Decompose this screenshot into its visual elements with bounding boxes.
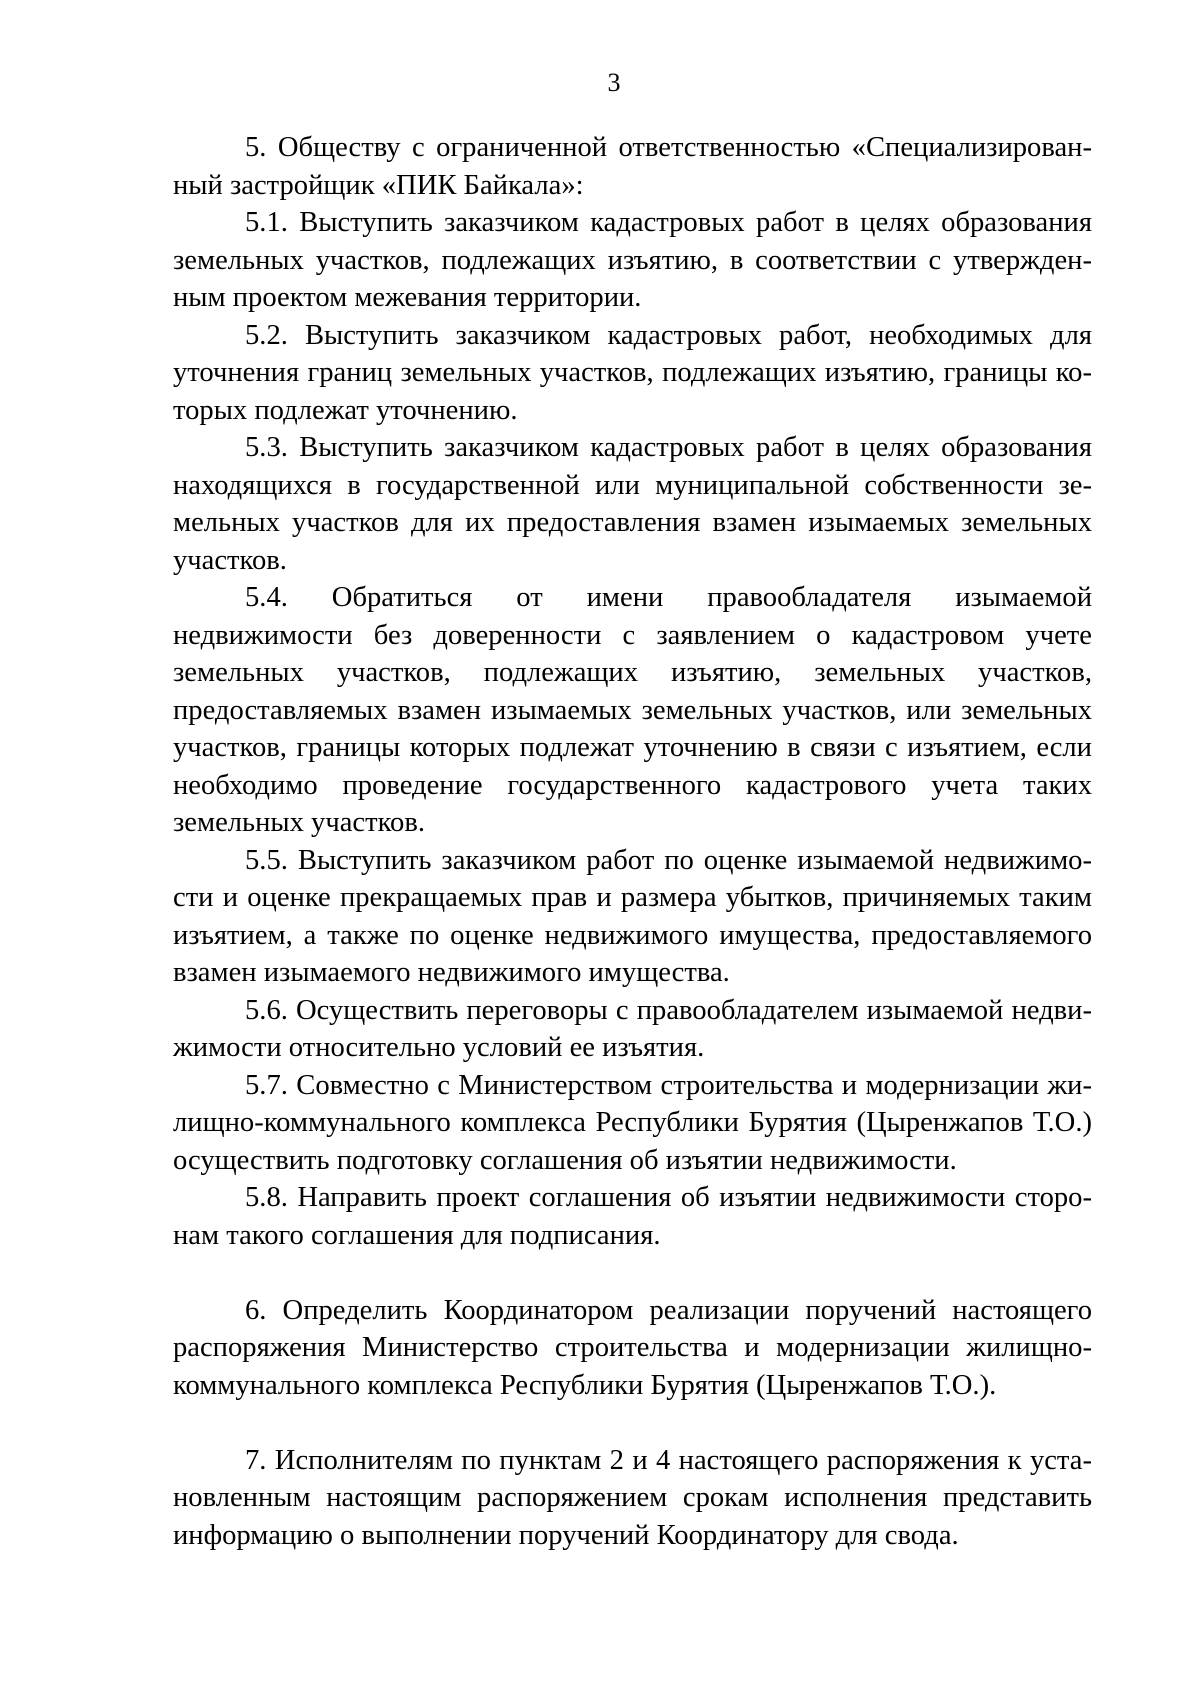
document-body: [173, 129, 1092, 1554]
paragraph-5-3: 5.3. Выступить заказчиком кадастровых работ в целях образования находящихся в государственной или муниципальной собственности земельных участков для их предоставления взамен изымаемых земельных участков.: [173, 432, 1092, 576]
paragraph-5-8: 5.8. Направить проект соглашения об изъятии недвижимости сторонам такого соглашения для подписания.: [173, 1182, 1092, 1251]
paragraph-5-5: 5.5. Выступить заказчиком работ по оценке изымаемой недвижимости и оценке прекращаемых прав и размера убытков, причиняемых таким изъятием, а также по оценке недвижимого имущества, предоставляемого взамен изымаемого недвижимого имущества.: [173, 844, 1092, 988]
page-number: 3: [607, 68, 621, 97]
paragraph-5: 5. Обществу с ограниченной ответственностью «Специализированный застройщик «ПИК Байкала»:: [173, 132, 1092, 201]
paragraph-5-4: 5.4. Обратиться от имени правообладателя изымаемой недвижимости без доверенности с заявлением о кадастровом учете земельных участков, подлежащих изъятию, земельных участков, предоставляемых взамен изымаемых земельных участков, или земельных участков, границы которых подлежат уточнению в связи с изъятием, если необходимо проведение государственного кадастрового учета таких земельных участков.: [173, 582, 1092, 838]
paragraph-5-2: 5.2. Выступить заказчиком кадастровых работ, необходимых для уточнения границ земельных участков, подлежащих изъятию, границы которых подлежат уточнению.: [173, 319, 1092, 426]
paragraph-5-1: 5.1. Выступить заказчиком кадастровых работ в целях образования земельных участков, подлежащих изъятию, в соответствии с утвержденным проектом межевания территории.: [173, 207, 1092, 313]
paragraph-spacer: [173, 1254, 1092, 1292]
paragraph-7: 7. Исполнителям по пунктам 2 и 4 настоящего распоряжения к установленным настоящим распоряжением срокам исполнения представить информацию о выполнении поручений Координатору для свода.: [173, 1444, 1092, 1551]
paragraph-6: 6. Определить Координатором реализации поручений настоящего распоряжения Министерство строительства и модернизации жилищно-коммунального комплекса Республики Бурятия (Цыренжапов Т.О.).: [173, 1294, 1092, 1401]
paragraph-5-6: 5.6. Осуществить переговоры с правообладателем изымаемой недвижимости относительно условий ее изъятия.: [173, 994, 1092, 1063]
paragraph-5-7: 5.7. Совместно с Министерством строительства и модернизации жилищно-коммунального комплекса Республики Бурятия (Цыренжапов Т.О.) осуществить подготовку соглашения об изъятии недвижимости.: [173, 1069, 1092, 1176]
paragraph-spacer: [173, 1404, 1092, 1442]
